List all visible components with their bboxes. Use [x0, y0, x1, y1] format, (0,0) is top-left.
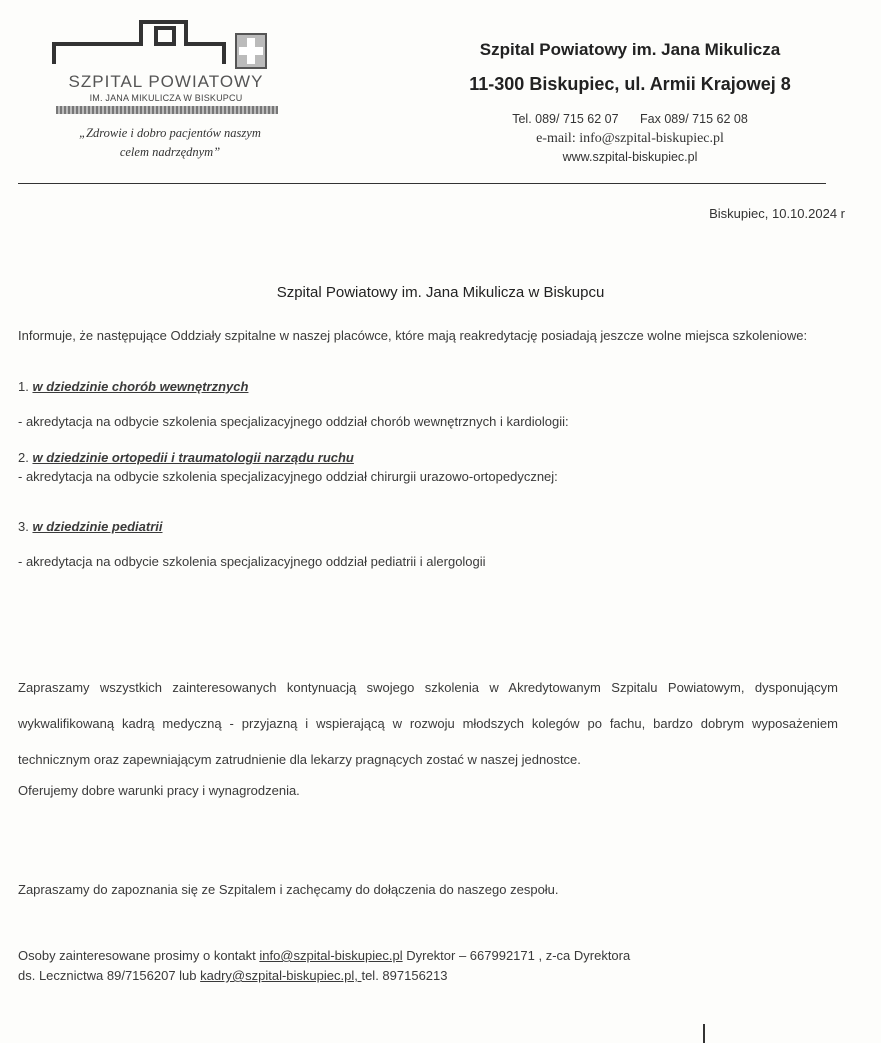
- body-invitation: [18, 670, 838, 804]
- section-2-heading: [18, 447, 838, 469]
- contact-text-4: tel. 897156213: [361, 968, 448, 983]
- section-2-number: 2.: [18, 450, 29, 465]
- section-1-title: w dziedzinie chorób wewnętrznych: [32, 379, 249, 394]
- logo-graphic: [46, 14, 286, 74]
- letterhead-contact: [420, 110, 840, 167]
- section-2-text: - akredytacja na odbycie szkolenia specjalizacyjnego oddział chirurgii urazowo-ortopedycznej:: [18, 469, 558, 484]
- contact-text-2: Dyrektor – 667992171 , z-ca Dyrektora: [402, 948, 631, 963]
- hr-email-link[interactable]: kadry@szpital-biskupiec.pl,: [200, 968, 362, 983]
- phone-number: Tel. 089/ 715 62 07: [512, 112, 619, 126]
- logo-barcode-strip: [56, 106, 278, 114]
- hospital-name: Szpital Powiatowy im. Jana Mikulicza: [479, 40, 781, 59]
- section-3-title: w dziedzinie pediatrii: [32, 519, 163, 534]
- email-address[interactable]: e-mail: info@szpital-biskupiec.pl: [536, 131, 724, 146]
- info-email-link[interactable]: info@szpital-biskupiec.pl: [259, 948, 403, 963]
- motto-line-1: „Zdrowie i dobro pacjentów naszym: [79, 126, 261, 140]
- section-3-text: - akredytacja na odbycie szkolenia specjalizacyjnego oddział pediatrii i alergologii: [18, 554, 486, 569]
- hospital-address: 11-300 Biskupiec, ul. Armii Krajowej 8: [469, 74, 791, 94]
- section-1-number: 1.: [18, 379, 29, 394]
- invite-text: Zapraszamy wszystkich zainteresowanych kontynuacją swojego szkolenia w Akredytowanym Szpitalu Powiatowym, dysponującym wykwalifikowaną kadrą medyczną - przyjazną i wspierającą w rozwoju młodszych kolegów po fachu, bardzo dobrym wyposażeniem technicznym oraz zapewniającym zatrudnienie dla lekarzy pragnących zostać w naszej jednostce.: [18, 680, 838, 767]
- contact-paragraph: [18, 946, 818, 986]
- hospital-logo: [46, 14, 286, 124]
- body-intro: [18, 318, 838, 579]
- motto-line-2: celem nadrzędnym”: [119, 145, 221, 159]
- header-divider: [18, 183, 826, 184]
- section-1-text: - akredytacja na odbycie szkolenia specjalizacyjnego oddział chorób wewnętrznych i kardiologii:: [18, 414, 569, 429]
- offer-text: Oferujemy dobre warunki pracy i wynagrodzenia.: [18, 783, 300, 798]
- contact-text-1: Osoby zainteresowane prosimy o kontakt: [18, 948, 260, 963]
- contact-line-1: [18, 946, 818, 966]
- closing-text: Zapraszamy do zapoznania się ze Szpitalem i zachęcamy do dołączenia do naszego zespołu.: [18, 882, 559, 897]
- contact-line-2: [18, 966, 818, 986]
- section-3-number: 3.: [18, 519, 29, 534]
- website-address[interactable]: www.szpital-biskupiec.pl: [562, 150, 698, 164]
- logo-subtitle: IM. JANA MIKULICZA W BISKUPCU: [89, 93, 243, 103]
- intro-text: Informuje, że następujące Oddziały szpitalne w naszej placówce, które mają reakredytację posiadają jeszcze wolne miejsca szkoleniowe:: [18, 328, 808, 343]
- section-1-heading: [18, 369, 838, 404]
- logo-name: SZPITAL POWIATOWY: [68, 72, 264, 91]
- fax-number: Fax 089/ 715 62 08: [640, 112, 748, 126]
- signature-mark: [703, 1024, 705, 1043]
- contact-text-3: ds. Lecznictwa 89/7156207 lub: [18, 968, 201, 983]
- hospital-motto: [40, 124, 300, 162]
- section-3-heading: [18, 509, 838, 544]
- letter-title: Szpital Powiatowy im. Jana Mikulicza w Biskupcu: [276, 284, 605, 301]
- phone-fax-row: [420, 110, 840, 129]
- section-2-title: w dziedzinie ortopedii i traumatologii narządu ruchu: [32, 450, 354, 465]
- letter-date: Biskupiec, 10.10.2024 r: [709, 206, 845, 221]
